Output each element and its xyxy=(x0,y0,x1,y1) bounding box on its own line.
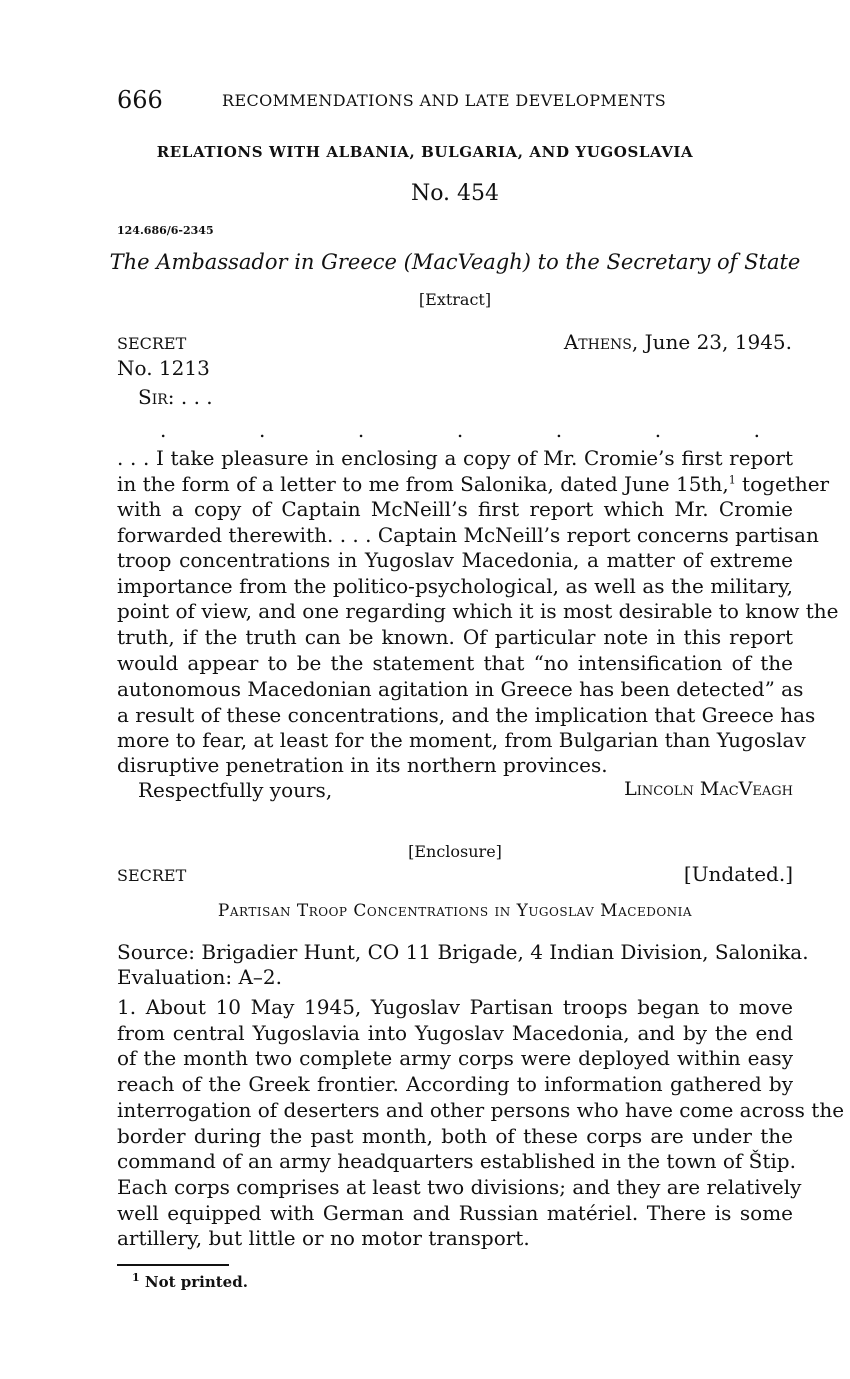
running-head: RECOMMENDATIONS AND LATE DEVELOPMENTS xyxy=(222,91,667,110)
salutation-word: Sir xyxy=(138,385,168,409)
letter-paragraph-line: . . . I take pleasure in enclosing a copy of Mr. Cromie’s first report xyxy=(117,446,793,470)
enclosure-paragraph-line: reach of the Greek frontier. According to information gathered by xyxy=(117,1072,793,1096)
letter-paragraph-line: more to fear, at least for the moment, from Bulgarian than Yugoslav xyxy=(117,728,806,752)
footnote xyxy=(132,1273,248,1291)
letter-paragraph-line: troop concentrations in Yugoslav Macedonia, a matter of extreme xyxy=(117,548,793,572)
salutation-rest: : . . . xyxy=(167,385,213,409)
dateline-date: , June 23, 1945. xyxy=(631,330,792,354)
evaluation-line: Evaluation: A–2. xyxy=(117,965,282,989)
enclosure-paragraph-line: from central Yugoslavia into Yugoslav Macedonia, and by the end xyxy=(117,1021,793,1045)
enclosure-label: [Enclosure] xyxy=(408,842,502,861)
omission-dot: . xyxy=(753,418,760,442)
enclosure-paragraph-line: command of an army headquarters established in the town of Štip. xyxy=(117,1149,796,1173)
footnote-text: Not printed. xyxy=(139,1273,248,1291)
enclosure-paragraph-line: Each corps comprises at least two divisions; and they are relatively xyxy=(117,1175,802,1199)
section-title: RELATIONS WITH ALBANIA, BULGARIA, AND YUGOSLAVIA xyxy=(156,143,694,161)
omission-dot: . xyxy=(258,418,266,442)
letter-paragraph-line xyxy=(117,472,830,498)
document-heading: The Ambassador in Greece (MacVeagh) to the Secretary of State xyxy=(109,250,801,274)
file-number: 124.686/6-2345 xyxy=(117,224,214,237)
enclosure-paragraph-line: artillery, but little or no motor transport. xyxy=(117,1226,530,1250)
letter-classification: SECRET xyxy=(117,334,187,353)
enclosure-paragraph-line: 1. About 10 May 1945, Yugoslav Partisan troops began to move xyxy=(117,995,793,1019)
enclosure-paragraph-line: border during the past month, both of these corps are under the xyxy=(117,1124,793,1148)
omission-dot: . xyxy=(654,418,662,442)
closing: Respectfully yours, xyxy=(138,778,333,802)
document-number: No. 454 xyxy=(410,181,500,206)
letter-paragraph-line: forwarded therewith. . . . Captain McNeill’s report concerns partisan xyxy=(117,523,819,547)
letter-line-tail: together xyxy=(735,472,830,496)
dateline xyxy=(564,330,792,354)
footnote-rule xyxy=(117,1264,229,1266)
omission-dot: . xyxy=(160,418,167,442)
letter-paragraph-line: point of view, and one regarding which it is most desirable to know the xyxy=(117,599,839,623)
enclosure-date: [Undated.] xyxy=(683,862,793,886)
footnote-reference: 1 xyxy=(728,473,736,487)
extract-label: [Extract] xyxy=(418,290,492,309)
enclosure-paragraph-line: well equipped with German and Russian matériel. There is some xyxy=(117,1201,793,1225)
enclosure-title: Partisan Troop Concentrations in Yugoslav Macedonia xyxy=(217,901,693,921)
omission-dot: . xyxy=(357,418,365,442)
enclosure-classification: SECRET xyxy=(117,866,187,885)
letter-paragraph-line: importance from the politico-psychological, as well as the military, xyxy=(117,574,793,598)
salutation xyxy=(138,385,213,409)
footnote-mark: 1 xyxy=(132,1271,140,1284)
letter-paragraph-line: truth, if the truth can be known. Of particular note in this report xyxy=(117,625,793,649)
source-line: Source: Brigadier Hunt, CO 11 Brigade, 4 Indian Division, Salonika. xyxy=(117,940,809,964)
letter-paragraph-line: would appear to be the statement that “no intensification of the xyxy=(117,651,793,675)
letter-paragraph-line: a result of these concentrations, and the implication that Greece has xyxy=(117,703,816,727)
letter-paragraph-line: disruptive penetration in its northern provinces. xyxy=(117,753,608,777)
letter-paragraph-line: autonomous Macedonian agitation in Greece has been detected” as xyxy=(117,677,804,701)
dateline-place: Athens xyxy=(563,330,632,354)
letter-number: No. 1213 xyxy=(117,356,210,380)
letter-line-text: in the form of a letter to me from Salonika, dated June 15th, xyxy=(117,472,729,496)
omission-dot: . xyxy=(555,418,563,442)
omission-dots xyxy=(160,418,760,442)
signature: Lincoln MacVeagh xyxy=(624,778,793,800)
enclosure-paragraph-line: interrogation of deserters and other persons who have come across the xyxy=(117,1098,845,1122)
page-number: 666 xyxy=(117,86,163,114)
enclosure-paragraph-line: of the month two complete army corps were deployed within easy xyxy=(117,1046,793,1070)
letter-paragraph-line: with a copy of Captain McNeill’s first report which Mr. Cromie xyxy=(117,497,793,521)
omission-dot: . xyxy=(456,418,464,442)
